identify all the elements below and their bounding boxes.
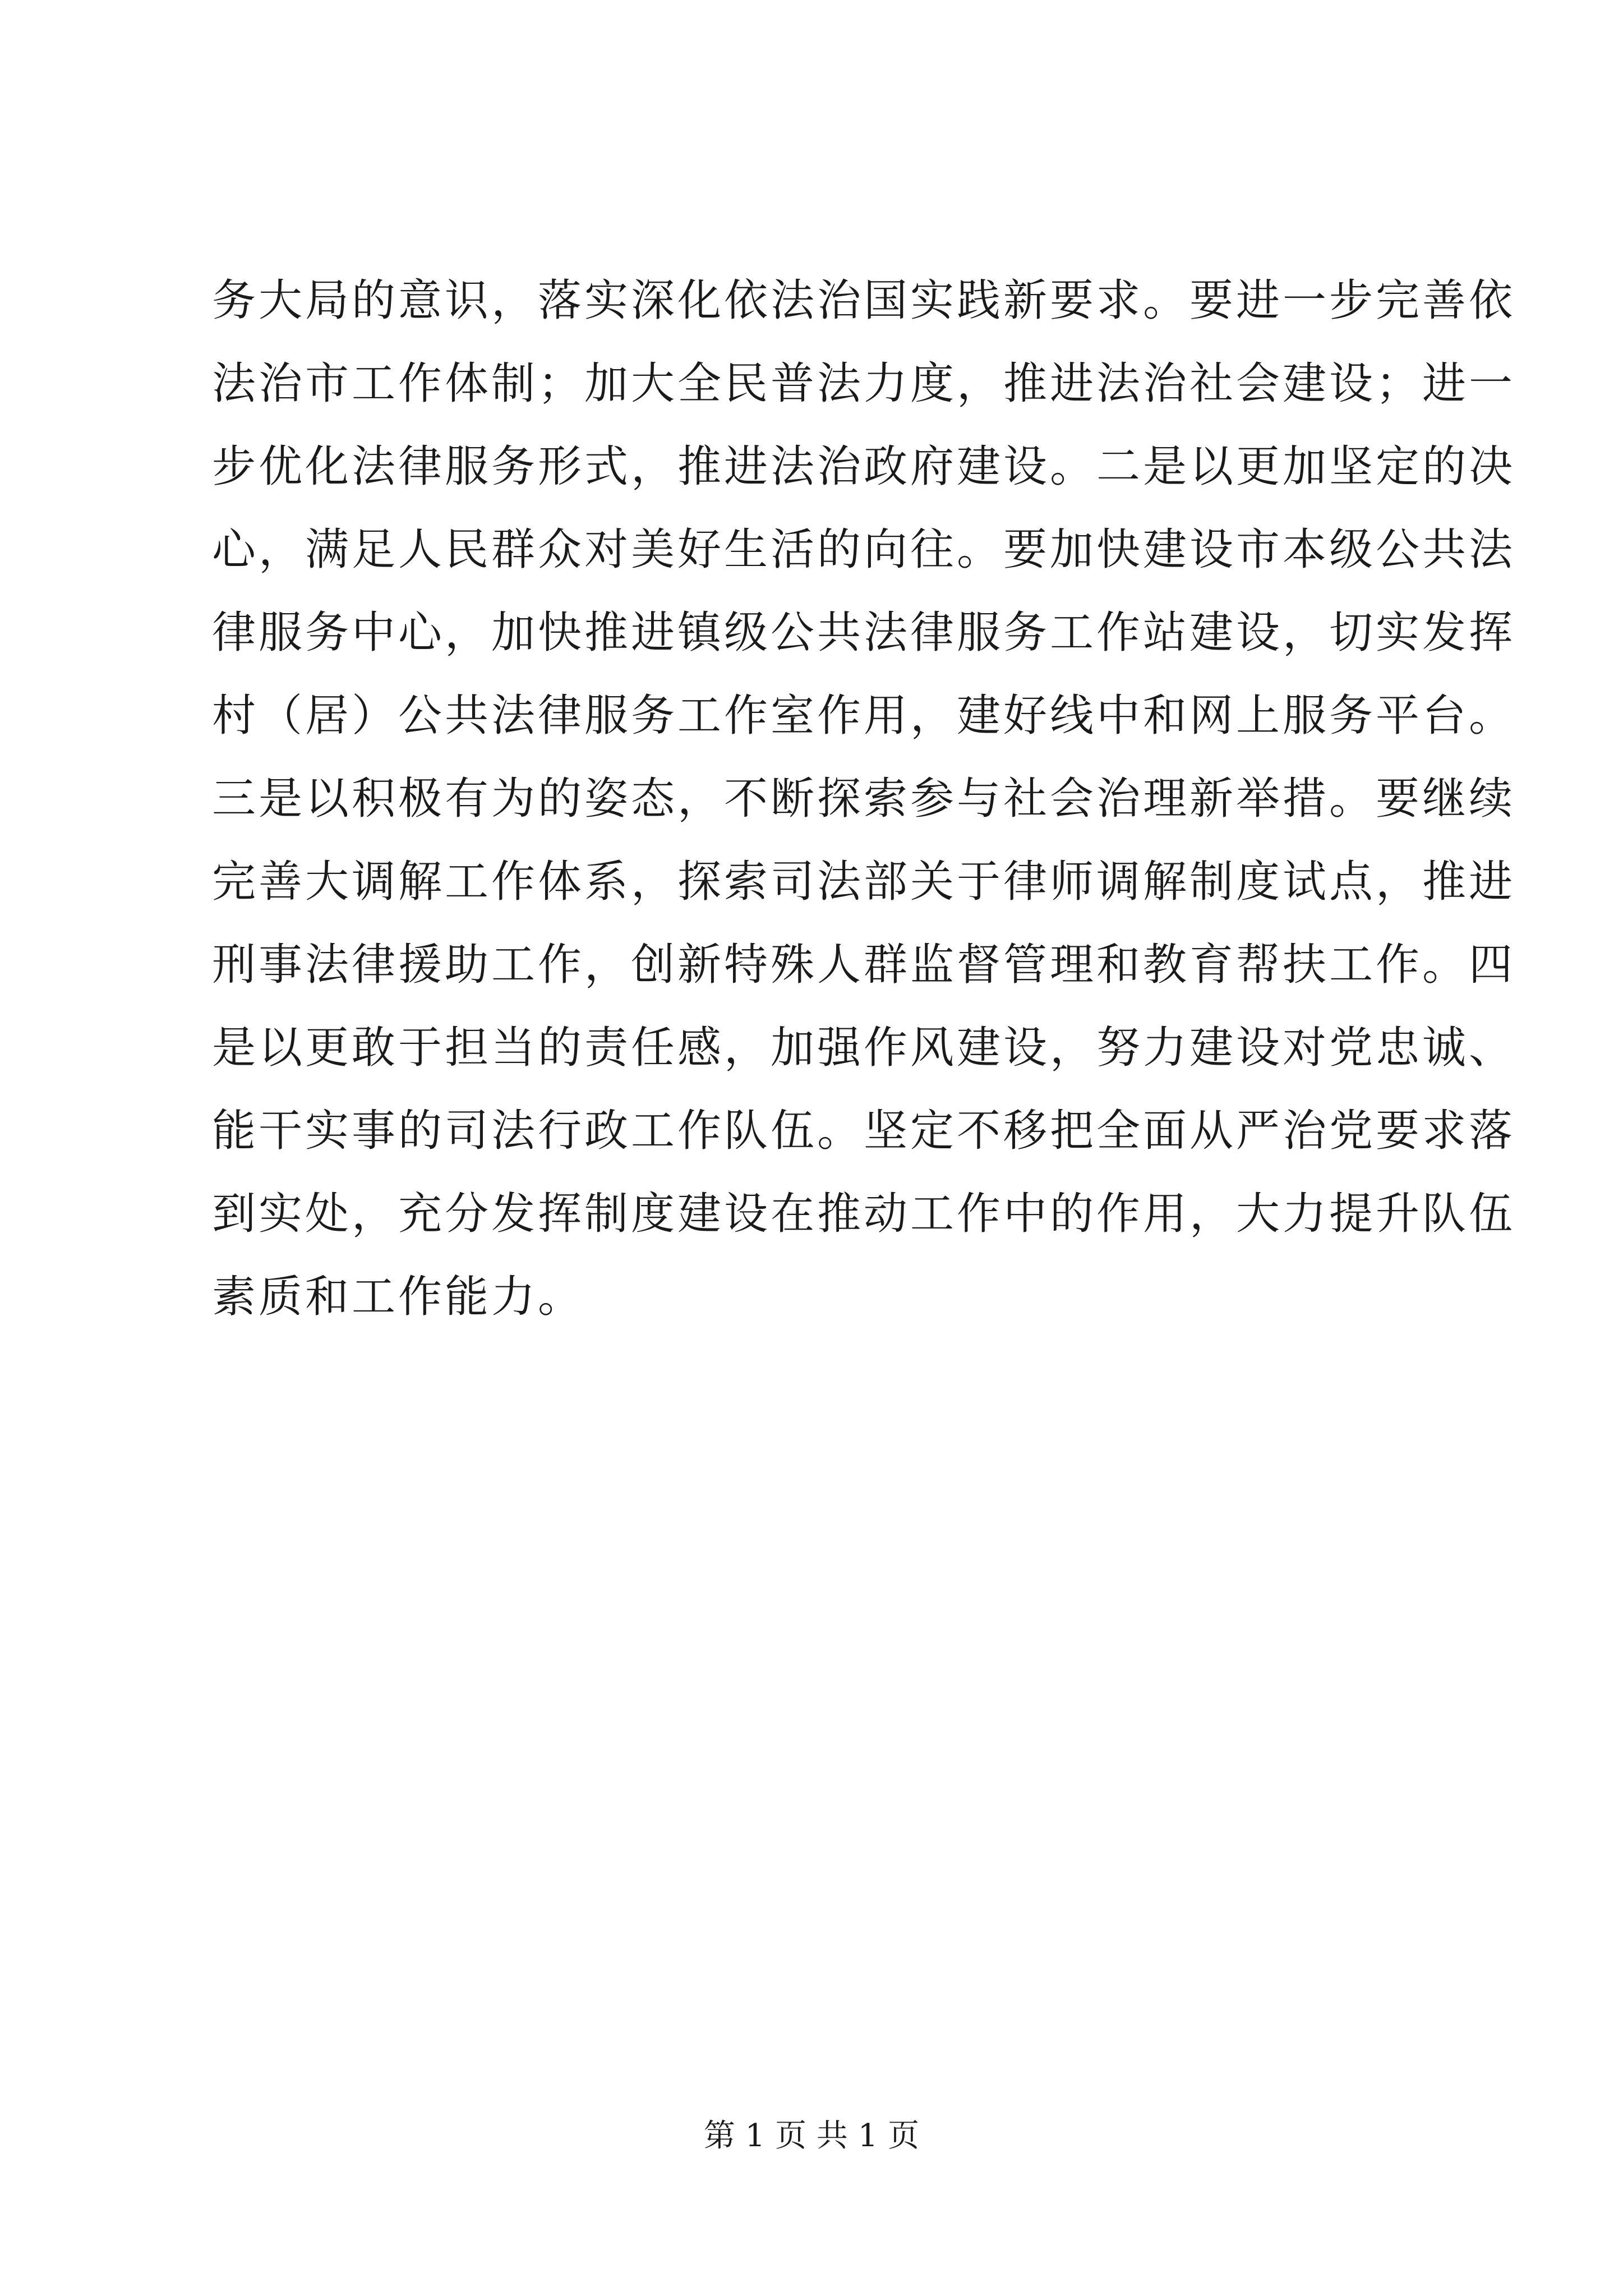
text-line: 步优化法律服务形式，推进法治政府建设。二是以更加坚定的决 (212, 441, 1516, 492)
text-line: 心，满足人民群众对美好生活的向往。要加快建设市本级公共法 (212, 524, 1516, 575)
page-number: 第 1 页 共 1 页 (703, 2118, 920, 2154)
body-paragraph (212, 259, 1516, 1338)
text-line: 刑事法律援助工作，创新特殊人群监督管理和教育帮扶工作。四 (212, 940, 1516, 990)
text-line: 到实处，充分发挥制度建设在推动工作中的作用，大力提升队伍 (212, 1189, 1516, 1239)
text-line: 律服务中心，加快推进镇级公共法律服务工作站建设，切实发挥 (212, 608, 1516, 658)
text-line: 完善大调解工作体系，探索司法部关于律师调解制度试点，推进 (212, 857, 1516, 907)
text-line: 素质和工作能力。 (212, 1272, 585, 1322)
page-footer (0, 2114, 1623, 2159)
text-line: 三是以积极有为的姿态，不断探索参与社会治理新举措。要继续 (212, 774, 1516, 824)
text-line: 村（居）公共法律服务工作室作用，建好线中和网上服务平台。 (212, 691, 1516, 741)
text-line: 是以更敢于担当的责任感，加强作风建设，努力建设对党忠诚、 (212, 1023, 1516, 1073)
text-line: 务大局的意识，落实深化依法治国实践新要求。要进一步完善依 (212, 275, 1516, 326)
text-line: 能干实事的司法行政工作队伍。坚定不移把全面从严治党要求落 (212, 1106, 1516, 1156)
text-line: 法治市工作体制；加大全民普法力度，推进法治社会建设；进一 (212, 358, 1516, 409)
